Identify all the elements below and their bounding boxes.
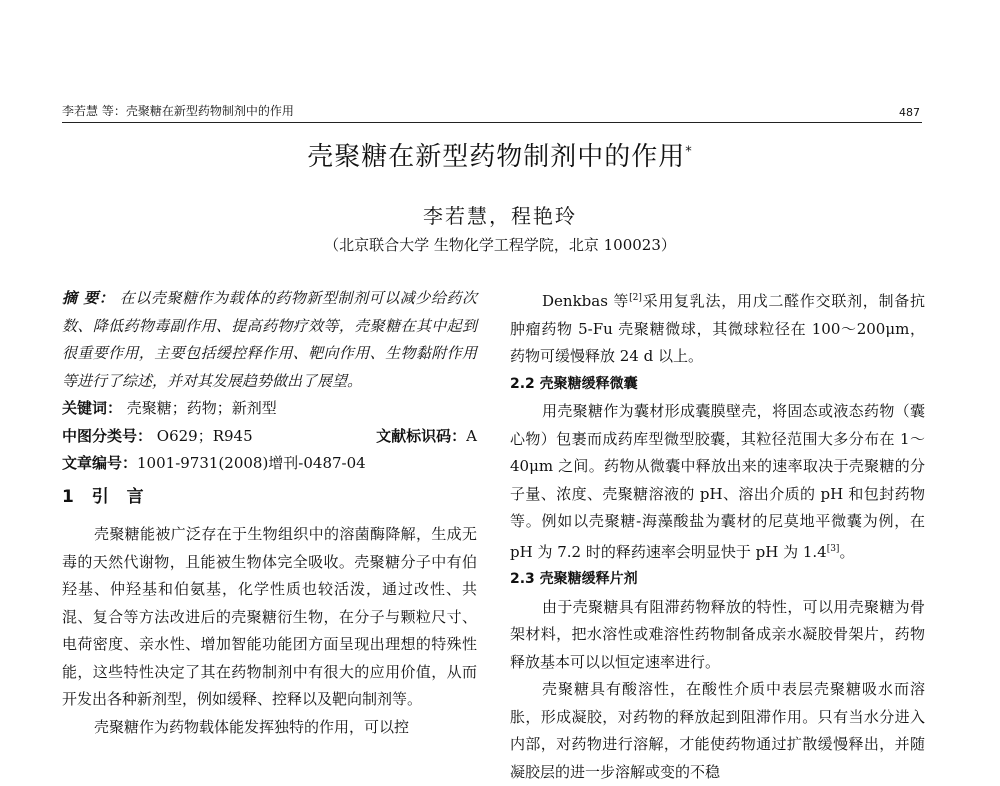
right-column	[510, 285, 925, 786]
ref-3: [3]	[826, 543, 840, 554]
article-title-text: 壳聚糖在新型药物制剂中的作用	[307, 142, 686, 172]
paragraph-denkbas-rest: 采用复乳法，用戊二醛作交联剂，制备抗肿瘤药物 5-Fu 壳聚糖微球，其微球粒径在 100～200μm，药物可缓慢释放 24 d 以上。	[510, 292, 925, 365]
keywords-label: 关键词：	[62, 399, 123, 417]
section-heading-introduction: 1 引 言	[62, 486, 150, 507]
paragraph-denkbas	[510, 285, 925, 371]
doc-code-label: 文献标识码：	[376, 426, 467, 445]
ref-2: [2]	[629, 293, 642, 303]
article-title	[0, 136, 1000, 173]
keywords-text: 壳聚糖；药物；新剂型	[126, 399, 277, 417]
paragraph-microcapsule	[510, 398, 925, 566]
article-affiliation: （北京联合大学 生物化学工程学院，北京 100023）	[324, 236, 676, 254]
article-number-value: 1001-9731(2008)增刊-0487-04	[137, 454, 366, 472]
page-number: 487	[899, 106, 920, 119]
running-title: 李若慧 等：壳聚糖在新型药物制剂中的作用	[62, 104, 294, 118]
subsection-heading-2-2: 2.2 壳聚糖缓释微囊	[510, 375, 638, 392]
intro-paragraph-2: 壳聚糖作为药物载体能发挥独特的作用，可以控	[94, 717, 410, 736]
article-authors: 李若慧，程艳玲	[423, 204, 577, 228]
clc-label: 中图分类号：	[62, 426, 153, 445]
keywords	[62, 395, 477, 423]
article-number	[62, 450, 477, 478]
title-footnote-mark: *	[685, 144, 693, 160]
paragraph-microcapsule-end: 。	[839, 542, 855, 561]
paragraph-tablet-2: 壳聚糖具有酸溶性，在酸性介质中表层壳聚糖吸水而溶胀，形成凝胶，对药物的释放起到阻滞作用。只有当水分进入内部，对药物进行溶解，才能使药物通过扩散缓慢释出，并随凝胶层的进一步溶解或变的不稳	[510, 680, 925, 781]
article-number-label: 文章编号：	[62, 454, 138, 472]
clc-value: O629；R945	[156, 426, 253, 445]
left-column	[62, 285, 477, 741]
paragraph-tablet-1: 由于壳聚糖具有阻滞药物释放的特性，可以用壳聚糖为骨架材料，把水溶性或难溶性药物制备成亲水凝胶骨架片，药物释放基本可以以恒定速率进行。	[510, 597, 925, 671]
doc-code-value: A	[466, 426, 477, 445]
abstract-label: 摘 要：	[62, 289, 115, 307]
subsection-heading-2-3: 2.3 壳聚糖缓释片剂	[510, 571, 638, 587]
abstract-text: 在以壳聚糖作为载体的药物新型制剂可以减少给药次数、降低药物毒副作用、提高药物疗效等，壳聚糖在其中起到很重要作用，主要包括缓控释作用、靶向作用、生物黏附作用等进行了综述，并对其发展趋势做出了展望。	[62, 289, 477, 390]
paragraph-denkbas-start: Denkbas 等	[542, 292, 630, 310]
classification-line	[62, 423, 477, 451]
intro-paragraph-1: 壳聚糖能被广泛存在于生物组织中的溶菌酶降解，生成无毒的天然代谢物，且能被生物体完全吸收。壳聚糖分子中有伯羟基、仲羟基和伯氨基，化学性质也较活泼，通过改性、共混、复合等方法改进后的壳聚糖衍生物，在分子与颗粒尺寸、电荷密度、亲水性、增加智能功能团方面呈现出理想的特殊性能，这些特性决定了其在药物制剂中有很大的应用价值，从而开发出各种新剂型，例如缓释、控释以及靶向制剂等。	[62, 525, 477, 708]
paragraph-microcapsule-text: 用壳聚糖作为囊材形成囊膜壁壳，将固态或液态药物（囊心物）包裹而成药库型微型胶囊，其粒径范围大多分布在 1～40μm 之间。药物从微囊中释放出来的速率取决于壳聚糖的分子量、浓度、壳聚糖溶液的 pH、溶出介质的 pH 和包封药物等。例如以壳聚糖-海藻酸盐为囊材的尼莫地平微囊为例，在 pH 为 7.2 时的释药速率会明显快于 pH 为 1.4	[510, 402, 925, 561]
abstract	[62, 285, 477, 395]
running-header	[62, 100, 922, 123]
